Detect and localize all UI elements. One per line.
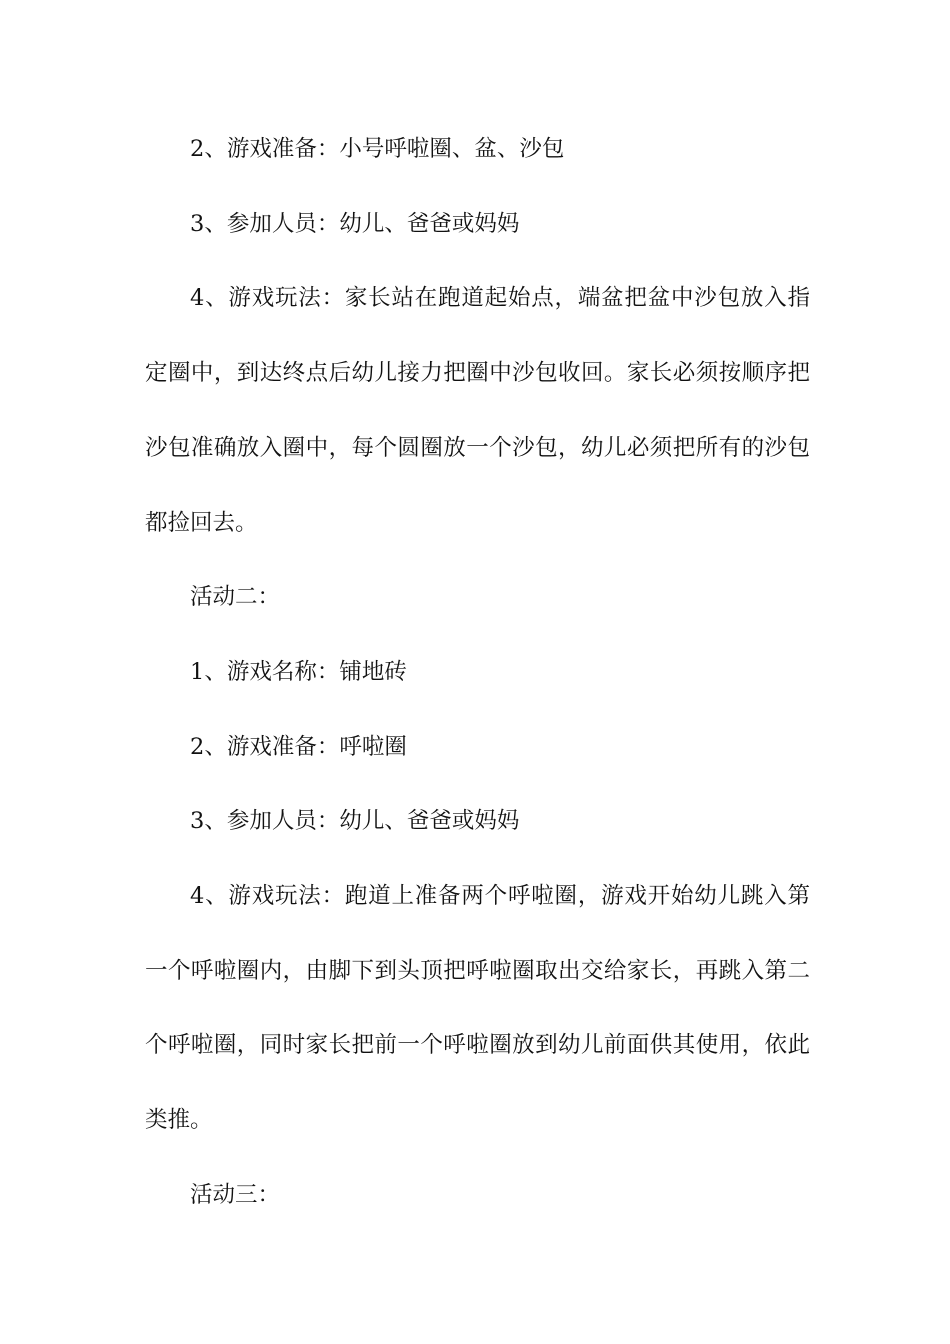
paragraph-participants-1: 3、参加人员：幼儿、爸爸或妈妈	[190, 210, 520, 237]
document-body	[145, 112, 810, 1233]
section-heading-activity-2: 活动二：	[190, 584, 281, 611]
section-heading-activity-3: 活动三：	[190, 1181, 281, 1208]
paragraph-participants-2: 3、参加人员：幼儿、爸爸或妈妈	[190, 808, 520, 835]
paragraph-game-name-2: 1、游戏名称：铺地砖	[190, 658, 407, 685]
paragraph-rules-2: 4、游戏玩法：跑道上准备两个呼啦圈，游戏开始幼儿跳入第一个呼啦圈内，由脚下到头顶把呼啦圈取出交给家长，再跳入第二个呼啦圈，同时家长把前一个呼啦圈放到幼儿前面供其使用，依此类推。	[145, 883, 810, 1134]
paragraph-rules-1: 4、游戏玩法：家长站在跑道起始点，端盆把盆中沙包放入指定圈中，到达终点后幼儿接力把圈中沙包收回。家长必须按顺序把沙包准确放入圈中，每个圆圈放一个沙包，幼儿必须把所有的沙包都捡回去。	[145, 285, 810, 536]
paragraph-prep-1: 2、游戏准备：小号呼啦圈、盆、沙包	[190, 136, 565, 162]
paragraph-prep-2: 2、游戏准备：呼啦圈	[190, 733, 407, 760]
